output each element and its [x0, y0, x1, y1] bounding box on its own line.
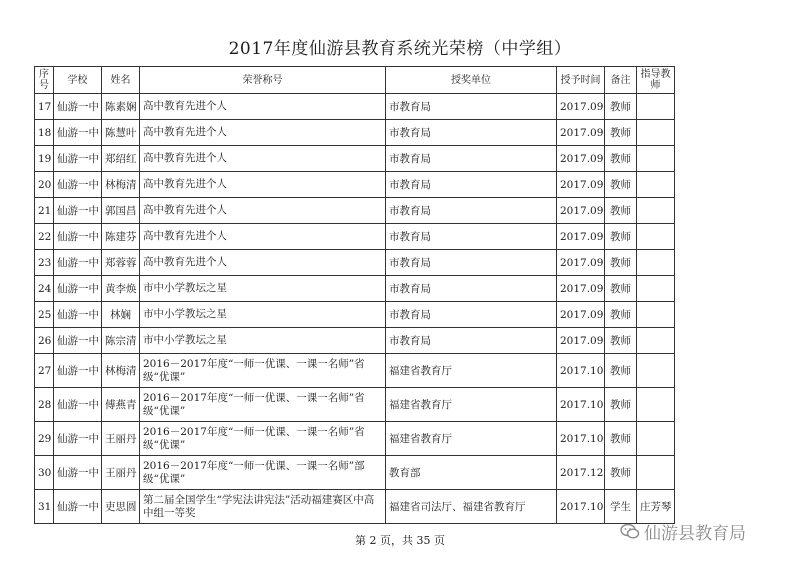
- row-mentor: [637, 354, 675, 388]
- row-honor: 市中小学教坛之星: [140, 276, 386, 302]
- row-school: 仙游一中: [54, 120, 102, 146]
- row-name: 陈素娴: [102, 94, 140, 120]
- row-mentor: [637, 198, 675, 224]
- row-mentor: [637, 422, 675, 456]
- row-name: 郑蓉蓉: [102, 250, 140, 276]
- row-name: 傅燕青: [102, 388, 140, 422]
- row-date: 2017.09: [557, 120, 605, 146]
- row-no: 31: [35, 490, 54, 524]
- table-row: [35, 456, 675, 490]
- row-school: 仙游一中: [54, 250, 102, 276]
- table-row: [35, 302, 675, 328]
- row-honor: 市中小学教坛之星: [140, 328, 386, 354]
- row-name: 王丽丹: [102, 422, 140, 456]
- row-no: 30: [35, 456, 54, 490]
- row-mentor: [637, 328, 675, 354]
- row-school: 仙游一中: [54, 328, 102, 354]
- header-no: 序号: [35, 67, 54, 94]
- row-no: 20: [35, 172, 54, 198]
- row-mentor: [637, 172, 675, 198]
- row-mentor: [637, 94, 675, 120]
- row-note: 教师: [605, 422, 637, 456]
- table-body: [35, 94, 675, 524]
- row-no: 22: [35, 224, 54, 250]
- row-issuer: 市教育局: [386, 302, 557, 328]
- table-row: [35, 120, 675, 146]
- header-name: 姓名: [102, 67, 140, 94]
- row-date: 2017.12: [557, 456, 605, 490]
- row-note: 教师: [605, 456, 637, 490]
- row-issuer: 福建省教育厅: [386, 388, 557, 422]
- row-date: 2017.09: [557, 224, 605, 250]
- row-issuer: 福建省教育厅: [386, 422, 557, 456]
- table-row: [35, 146, 675, 172]
- row-issuer: 市教育局: [386, 250, 557, 276]
- row-school: 仙游一中: [54, 276, 102, 302]
- row-note: 教师: [605, 120, 637, 146]
- row-school: 仙游一中: [54, 302, 102, 328]
- row-honor: 高中教育先进个人: [140, 120, 386, 146]
- row-no: 27: [35, 354, 54, 388]
- row-note: 学生: [605, 490, 637, 524]
- row-note: 教师: [605, 276, 637, 302]
- row-note: 教师: [605, 94, 637, 120]
- header-mentor: 指导教师: [637, 67, 675, 94]
- row-school: 仙游一中: [54, 422, 102, 456]
- header-school: 学校: [54, 67, 102, 94]
- row-honor: 高中教育先进个人: [140, 250, 386, 276]
- honor-table: [34, 66, 675, 524]
- row-name: 陈宗清: [102, 328, 140, 354]
- page-footer: 第 2 页，共 35 页: [355, 534, 445, 547]
- row-mentor: [637, 456, 675, 490]
- row-issuer: 市教育局: [386, 146, 557, 172]
- table-row: [35, 198, 675, 224]
- row-date: 2017.09: [557, 146, 605, 172]
- row-honor: 高中教育先进个人: [140, 224, 386, 250]
- row-honor: 市中小学教坛之星: [140, 302, 386, 328]
- table-header-row: [35, 67, 675, 94]
- row-issuer: 市教育局: [386, 328, 557, 354]
- row-honor: 2016－2017年度“一师一优课、一课一名师”省级“优课”: [140, 422, 386, 456]
- row-issuer: 市教育局: [386, 276, 557, 302]
- row-school: 仙游一中: [54, 490, 102, 524]
- header-issuer: 授奖单位: [386, 67, 557, 94]
- row-note: 教师: [605, 328, 637, 354]
- row-mentor: 庄芳琴: [637, 490, 675, 524]
- watermark-text: 仙游县教育局: [644, 524, 746, 544]
- row-mentor: [637, 120, 675, 146]
- row-name: 陈慧叶: [102, 120, 140, 146]
- table-row: [35, 172, 675, 198]
- row-school: 仙游一中: [54, 94, 102, 120]
- row-issuer: 福建省司法厅、福建省教育厅: [386, 490, 557, 524]
- table-row: [35, 328, 675, 354]
- table-row: [35, 354, 675, 388]
- row-honor: 高中教育先进个人: [140, 146, 386, 172]
- row-mentor: [637, 250, 675, 276]
- row-name: 陈建芬: [102, 224, 140, 250]
- table-row: [35, 422, 675, 456]
- row-honor: 高中教育先进个人: [140, 94, 386, 120]
- row-name: 郭国昌: [102, 198, 140, 224]
- header-date: 授予时间: [557, 67, 605, 94]
- row-no: 24: [35, 276, 54, 302]
- row-mentor: [637, 146, 675, 172]
- row-issuer: 教育部: [386, 456, 557, 490]
- row-mentor: [637, 302, 675, 328]
- row-name: 王丽丹: [102, 456, 140, 490]
- table-row: [35, 250, 675, 276]
- row-school: 仙游一中: [54, 224, 102, 250]
- row-note: 教师: [605, 224, 637, 250]
- row-school: 仙游一中: [54, 354, 102, 388]
- row-issuer: 市教育局: [386, 198, 557, 224]
- row-date: 2017.10: [557, 388, 605, 422]
- row-date: 2017.09: [557, 302, 605, 328]
- header-honor: 荣誉称号: [140, 67, 386, 94]
- row-issuer: 市教育局: [386, 172, 557, 198]
- table-row: [35, 94, 675, 120]
- row-honor: 2016－2017年度“一师一优课、一课一名师”省级“优课”: [140, 354, 386, 388]
- table-row: [35, 224, 675, 250]
- row-name: 郑绍红: [102, 146, 140, 172]
- row-date: 2017.09: [557, 94, 605, 120]
- row-honor: 2016－2017年度“一师一优课、一课一名师”省级“优课”: [140, 388, 386, 422]
- row-name: 林娴: [102, 302, 140, 328]
- row-note: 教师: [605, 250, 637, 276]
- row-no: 21: [35, 198, 54, 224]
- row-name: 林梅清: [102, 172, 140, 198]
- row-note: 教师: [605, 354, 637, 388]
- row-school: 仙游一中: [54, 146, 102, 172]
- row-school: 仙游一中: [54, 388, 102, 422]
- row-honor: 第二届全国学生“学宪法讲宪法”活动福建赛区中高中组一等奖: [140, 490, 386, 524]
- page-title: 2017年度仙游县教育系统光荣榜（中学组）: [228, 39, 572, 59]
- row-honor: 2016－2017年度“一师一优课、一课一名师”部级“优课”: [140, 456, 386, 490]
- row-name: 吏思圆: [102, 490, 140, 524]
- header-note: 备注: [605, 67, 637, 94]
- row-note: 教师: [605, 388, 637, 422]
- row-name: 林梅清: [102, 354, 140, 388]
- row-mentor: [637, 388, 675, 422]
- row-note: 教师: [605, 302, 637, 328]
- row-date: 2017.09: [557, 276, 605, 302]
- row-no: 25: [35, 302, 54, 328]
- row-school: 仙游一中: [54, 198, 102, 224]
- row-note: 教师: [605, 146, 637, 172]
- row-date: 2017.09: [557, 328, 605, 354]
- row-school: 仙游一中: [54, 456, 102, 490]
- row-issuer: 福建省教育厅: [386, 354, 557, 388]
- row-date: 2017.09: [557, 198, 605, 224]
- row-school: 仙游一中: [54, 172, 102, 198]
- row-no: 19: [35, 146, 54, 172]
- row-date: 2017.09: [557, 250, 605, 276]
- row-issuer: 市教育局: [386, 94, 557, 120]
- row-no: 26: [35, 328, 54, 354]
- table-row: [35, 276, 675, 302]
- row-issuer: 市教育局: [386, 224, 557, 250]
- row-no: 23: [35, 250, 54, 276]
- row-no: 17: [35, 94, 54, 120]
- row-no: 29: [35, 422, 54, 456]
- row-no: 18: [35, 120, 54, 146]
- table-row: [35, 490, 675, 524]
- row-date: 2017.10: [557, 354, 605, 388]
- row-honor: 高中教育先进个人: [140, 198, 386, 224]
- row-note: 教师: [605, 198, 637, 224]
- table-row: [35, 388, 675, 422]
- row-date: 2017.10: [557, 422, 605, 456]
- row-name: 黄李焕: [102, 276, 140, 302]
- row-mentor: [637, 224, 675, 250]
- row-issuer: 市教育局: [386, 120, 557, 146]
- row-note: 教师: [605, 172, 637, 198]
- row-date: 2017.09: [557, 172, 605, 198]
- row-honor: 高中教育先进个人: [140, 172, 386, 198]
- row-mentor: [637, 276, 675, 302]
- row-no: 28: [35, 388, 54, 422]
- row-date: 2017.10: [557, 490, 605, 524]
